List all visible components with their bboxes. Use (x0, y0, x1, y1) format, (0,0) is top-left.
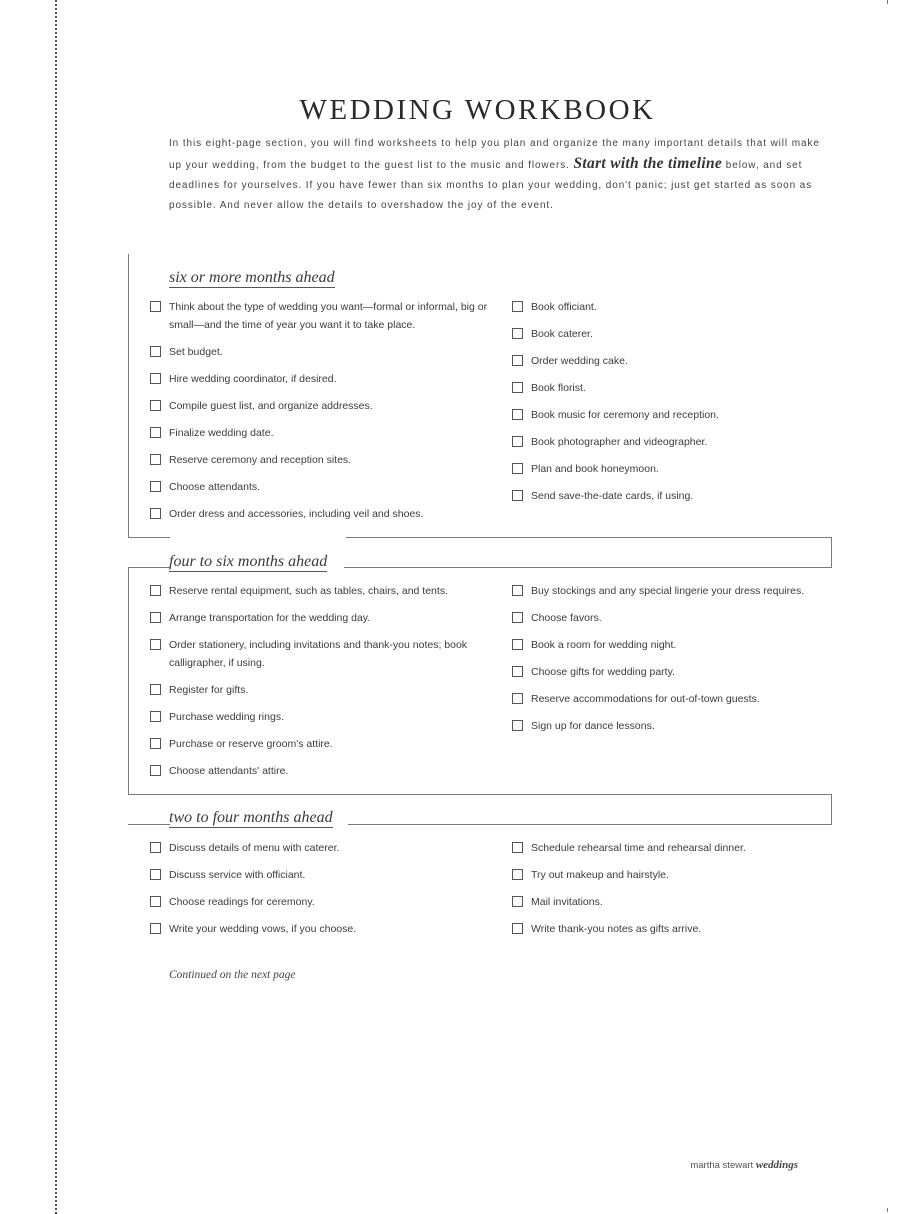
item-label: Arrange transportation for the wedding day. (169, 612, 371, 624)
section-divider (128, 254, 129, 537)
checklist-left (150, 299, 490, 533)
item-label: Discuss service with officiant. (169, 869, 306, 881)
item-label: Reserve rental equipment, such as tables, chairs, and tents. (169, 585, 448, 597)
checklist-item (150, 299, 490, 334)
item-label: Purchase or reserve groom's attire. (169, 737, 333, 750)
checkbox[interactable] (150, 842, 161, 853)
item-label: Reserve accommodations for out-of-town guests. (531, 693, 760, 705)
item-label: Finalize wedding date. (169, 426, 274, 439)
section-heading-four-months: four to six months ahead (169, 553, 328, 570)
checklist-item (150, 736, 490, 754)
checklist-item (150, 610, 490, 628)
section-divider (128, 567, 170, 568)
checklist-right (512, 840, 852, 948)
checkbox[interactable] (150, 896, 161, 907)
checkbox[interactable] (512, 842, 523, 853)
checkbox[interactable] (512, 585, 523, 596)
item-label: Choose attendants' attire. (169, 764, 289, 777)
checklist-item (512, 718, 852, 736)
continued-note: Continued on the next page (169, 969, 296, 981)
crop-mark (887, 1208, 888, 1212)
checkbox[interactable] (150, 639, 161, 650)
intro-text-end: below, and set deadlines for yourselves. If you have fewer than six months to plan your wedding, don't panic; just get started as soon as possible. And never allow the details to overshadow the joy of the event. (169, 160, 813, 211)
checklist-item (512, 840, 852, 858)
intro-text-start: In this eight-page section, you will find worksheets to help you plan and organize the many important details that will make up your wedding, from the budget to the guest list to the music and flowers. (169, 138, 820, 171)
item-label: Hire wedding coordinator, if desired. (169, 372, 337, 385)
checklist-item (150, 371, 490, 389)
checklist-item (512, 407, 852, 425)
section-divider (831, 794, 832, 825)
item-label: Plan and book honeymoon. (531, 463, 659, 475)
item-label: Write thank-you notes as gifts arrive. (531, 923, 702, 935)
checklist-item (150, 452, 490, 470)
checkbox[interactable] (150, 400, 161, 411)
item-label: Book a room for wedding night. (531, 639, 677, 651)
checklist-item (150, 763, 490, 781)
item-label: Schedule rehearsal time and rehearsal dinner. (531, 842, 746, 854)
item-label: Try out makeup and hairstyle. (531, 869, 669, 881)
checkbox[interactable] (150, 481, 161, 492)
checklist-item (150, 840, 490, 858)
item-label: Order stationery, including invitations and thank-you notes; book calligrapher, if using. (169, 639, 468, 669)
intro-paragraph (169, 134, 829, 216)
checkbox[interactable] (512, 382, 523, 393)
checklist-right (512, 583, 852, 745)
item-label: Choose favors. (531, 612, 602, 624)
item-label: Book music for ceremony and reception. (531, 409, 719, 421)
checkbox[interactable] (512, 355, 523, 366)
item-label: Book photographer and videographer. (531, 436, 708, 448)
checklist-item (512, 921, 852, 939)
checkbox[interactable] (150, 346, 161, 357)
item-label: Buy stockings and any special lingerie your dress requires. (531, 585, 805, 597)
section-divider (348, 824, 832, 825)
section-heading-two-months: two to four months ahead (169, 809, 333, 826)
checkbox[interactable] (512, 612, 523, 623)
checkbox[interactable] (150, 711, 161, 722)
checklist-item (150, 894, 490, 912)
item-label: Order wedding cake. (531, 355, 628, 367)
checkbox[interactable] (150, 684, 161, 695)
checklist-item (150, 344, 490, 362)
checklist-item (512, 488, 852, 506)
checklist-item (150, 398, 490, 416)
checklist-item (150, 479, 490, 497)
section-divider (344, 567, 832, 568)
item-label: Book florist. (531, 382, 586, 394)
item-label: Choose gifts for wedding party. (531, 666, 675, 678)
checklist-item (150, 637, 490, 672)
checklist-item (512, 664, 852, 682)
checklist-left (150, 583, 490, 790)
checkbox[interactable] (512, 720, 523, 731)
footer-brand (690, 1159, 798, 1171)
checklist-item (150, 425, 490, 443)
section-heading-six-months: six or more months ahead (169, 269, 335, 286)
checkbox[interactable] (150, 923, 161, 934)
checkbox[interactable] (150, 454, 161, 465)
checklist-item (150, 709, 490, 727)
checkbox[interactable] (150, 738, 161, 749)
section-divider (128, 794, 832, 795)
checklist-right (512, 299, 852, 515)
checkbox[interactable] (150, 508, 161, 519)
checkbox[interactable] (512, 328, 523, 339)
intro-lead-phrase: Start with the timeline (573, 155, 723, 172)
item-label: Send save-the-date cards, if using. (531, 490, 694, 502)
checklist-item (150, 867, 490, 885)
checkbox[interactable] (512, 923, 523, 934)
checkbox[interactable] (150, 301, 161, 312)
item-label: Sign up for dance lessons. (531, 720, 655, 732)
item-label: Order dress and accessories, including veil and shoes. (169, 507, 424, 520)
item-label: Compile guest list, and organize addresses. (169, 399, 373, 412)
checklist-item (512, 353, 852, 371)
section-divider (128, 537, 170, 538)
checklist-item (512, 894, 852, 912)
checklist-item (512, 610, 852, 628)
checkbox[interactable] (512, 436, 523, 447)
section-divider (346, 537, 832, 538)
checklist-item (512, 434, 852, 452)
item-label: Set budget. (169, 345, 223, 358)
checkbox[interactable] (512, 639, 523, 650)
checklist-item (512, 637, 852, 655)
item-label: Discuss details of menu with caterer. (169, 842, 340, 854)
checkbox[interactable] (512, 409, 523, 420)
item-label: Mail invitations. (531, 896, 603, 908)
section-divider (831, 537, 832, 568)
item-label: Book officiant. (531, 301, 597, 313)
checklist-item (512, 299, 852, 317)
checkbox[interactable] (512, 693, 523, 704)
section-divider (128, 567, 129, 794)
checklist-item (150, 921, 490, 939)
checklist-item (150, 583, 490, 601)
checkbox[interactable] (150, 427, 161, 438)
checklist-item (512, 691, 852, 709)
item-label: Purchase wedding rings. (169, 710, 284, 723)
checkbox[interactable] (150, 585, 161, 596)
checkbox[interactable] (150, 612, 161, 623)
section-divider (128, 824, 170, 825)
checklist-item (512, 461, 852, 479)
perforation-line (55, 0, 57, 1214)
checkbox[interactable] (150, 869, 161, 880)
checklist-item (150, 506, 490, 524)
checklist-item (512, 583, 852, 601)
checkbox[interactable] (512, 896, 523, 907)
item-label: Think about the type of wedding you want—formal or informal, big or small—and the time of year you want it to take place. (169, 301, 488, 331)
item-label: Book caterer. (531, 328, 593, 340)
footer-brand-name: martha stewart (690, 1160, 754, 1171)
crop-mark (887, 0, 888, 4)
checkbox[interactable] (150, 765, 161, 776)
checklist-item (150, 682, 490, 700)
checklist-item (512, 867, 852, 885)
checkbox[interactable] (512, 869, 523, 880)
item-label: Reserve ceremony and reception sites. (169, 453, 352, 466)
checkbox[interactable] (512, 301, 523, 312)
item-label: Choose attendants. (169, 480, 261, 493)
checkbox[interactable] (512, 666, 523, 677)
checkbox[interactable] (512, 490, 523, 501)
page-title: WEDDING WORKBOOK (299, 94, 656, 126)
footer-brand-script: weddings (755, 1159, 798, 1171)
checklist-left (150, 840, 490, 948)
item-label: Choose readings for ceremony. (169, 896, 315, 908)
item-label: Register for gifts. (169, 683, 249, 696)
checkbox[interactable] (150, 373, 161, 384)
checklist-item (512, 326, 852, 344)
item-label: Write your wedding vows, if you choose. (169, 923, 357, 935)
checkbox[interactable] (512, 463, 523, 474)
checklist-item (512, 380, 852, 398)
